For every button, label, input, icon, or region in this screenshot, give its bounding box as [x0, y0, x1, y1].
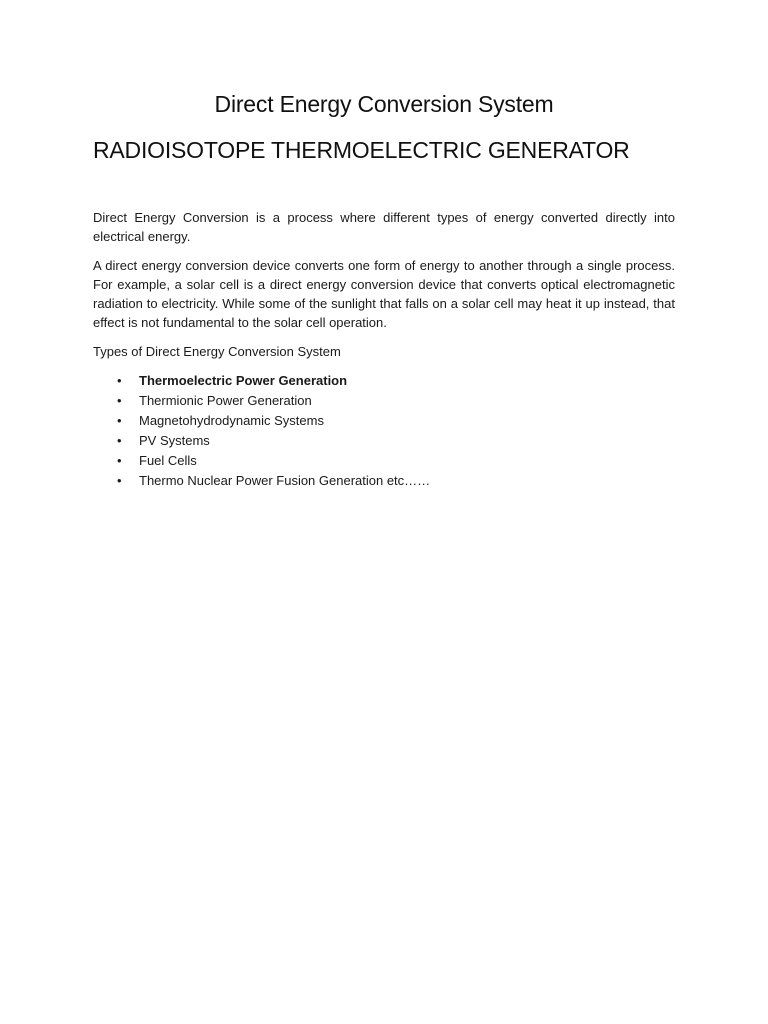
types-list [93, 371, 675, 491]
list-item [93, 391, 675, 411]
bullet-icon: • [117, 473, 122, 488]
document-content [93, 88, 675, 491]
bullet-icon: • [117, 373, 122, 388]
bullet-icon: • [117, 393, 122, 408]
list-item-label: PV Systems [139, 433, 210, 448]
list-item-label: Magnetohydrodynamic Systems [139, 413, 324, 428]
document-title: Direct Energy Conversion System [214, 91, 554, 117]
paragraph-device-example: A direct energy conversion device converts one form of energy to another through a single process. For example, a solar cell is a direct energy conversion device that converts optical electromagnetic radiation to electricity. While some of the sunlight that falls on a solar cell may heat it up instead, that effect is not fundamental to the solar cell operation. [93, 258, 675, 330]
paragraph-definition: Direct Energy Conversion is a process where different types of energy converted directly into electrical energy. [93, 210, 675, 244]
list-item [93, 451, 675, 471]
bullet-icon: • [117, 413, 122, 428]
document-subtitle: RADIOISOTOPE THERMOELECTRIC GENERATOR [93, 137, 630, 163]
list-item [93, 411, 675, 431]
bullet-icon: • [117, 433, 122, 448]
list-item [93, 471, 675, 491]
list-item-label: Fuel Cells [139, 453, 197, 468]
list-item-label: Thermo Nuclear Power Fusion Generation etc…… [139, 473, 431, 488]
list-item-label: Thermoelectric Power Generation [139, 373, 348, 388]
paragraph-types-heading: Types of Direct Energy Conversion System [93, 344, 341, 359]
list-item-label: Thermionic Power Generation [139, 393, 312, 408]
list-item [93, 371, 675, 391]
list-item [93, 431, 675, 451]
bullet-icon: • [117, 453, 122, 468]
